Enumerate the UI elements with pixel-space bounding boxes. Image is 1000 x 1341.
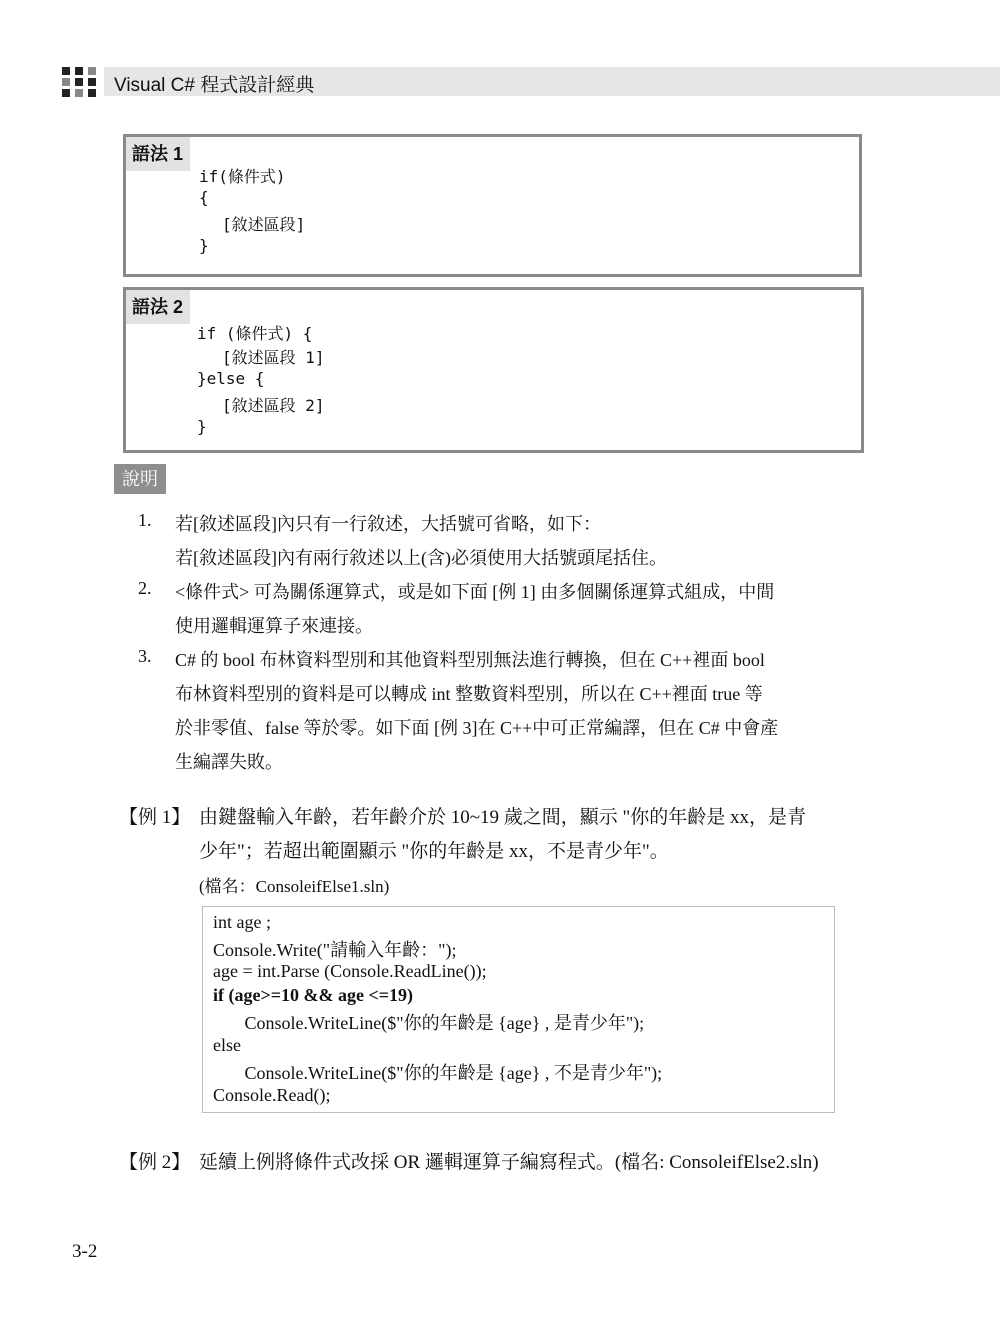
note-line: 若[敘述區段]內只有一行敘述，大括號可省略，如下：: [175, 514, 601, 534]
note-badge: 說明: [114, 464, 166, 494]
code-line: int age ;: [213, 912, 271, 932]
note-line: 若[敘述區段]內有兩行敘述以上(含)必須使用大括號頭尾括住。: [175, 548, 667, 568]
syntax2-line: [敘述區段 1]: [222, 348, 325, 367]
syntax-box-2: [123, 287, 864, 453]
example-1-code-box: [202, 906, 835, 1113]
example-2-text: 延續上例將條件式改採 OR 邏輯運算子編寫程式。(檔名: ConsoleifElse2.sln): [199, 1152, 819, 1173]
note-line: 使用邏輯運算子來連接。: [175, 616, 373, 636]
syntax1-line: {: [199, 188, 209, 207]
syntax2-line: if (條件式) {: [197, 324, 313, 343]
note-line: 於非零值、false 等於零。如下面 [例 3]在 C++中可正常編譯，但在 C# 中會產: [175, 718, 779, 738]
syntax1-line: [敘述區段]: [222, 215, 306, 234]
example-1-line: 由鍵盤輸入年齡，若年齡介於 10~19 歲之間，顯示 "你的年齡是 xx，是青: [199, 807, 807, 828]
code-line: age = int.Parse (Console.ReadLine());: [213, 961, 487, 981]
syntax-label-2: 語法 2: [126, 290, 190, 324]
syntax2-line: [敘述區段 2]: [222, 396, 325, 415]
example-1-label: 【例 1】: [119, 807, 191, 828]
note-line: C# 的 bool 布林資料型別和其他資料型別無法進行轉換，但在 C++裡面 bool: [175, 650, 765, 670]
syntax2-line: }: [197, 417, 207, 436]
list-number: 2.: [138, 578, 152, 598]
syntax1-line: if(條件式): [199, 167, 286, 186]
code-line: Console.WriteLine($"你的年齡是 {age} , 不是青少年");: [213, 1063, 663, 1083]
example-1-line: 少年"；若超出範圍顯示 "你的年齡是 xx，不是青少年"。: [199, 841, 669, 862]
grid-icon: [62, 67, 96, 97]
syntax2-line: }else {: [197, 369, 265, 388]
note-line: 布林資料型別的資料是可以轉成 int 整數資料型別，所以在 C++裡面 true 等: [175, 684, 763, 704]
note-line: <條件式> 可為關係運算式，或是如下面 [例 1] 由多個關係運算式組成，中間: [175, 582, 775, 602]
syntax-label-1: 語法 1: [126, 137, 190, 171]
list-number: 3.: [138, 646, 152, 666]
example-2-label: 【例 2】: [119, 1152, 191, 1173]
syntax1-line: }: [199, 236, 209, 255]
page-number: 3-2: [72, 1241, 98, 1262]
note-line: 生編譯失敗。: [175, 752, 283, 772]
code-line: if (age>=10 && age <=19): [213, 985, 413, 1005]
example-1-filename: (檔名：ConsoleifElse1.sln): [199, 877, 390, 896]
code-line: else: [213, 1035, 241, 1055]
syntax-box-1: [123, 134, 862, 277]
code-line: Console.Write("請輸入年齡：");: [213, 940, 457, 960]
book-title: Visual C# 程式設計經典: [114, 75, 315, 96]
list-number: 1.: [138, 510, 152, 530]
code-line: Console.WriteLine($"你的年齡是 {age} , 是青少年");: [213, 1013, 645, 1033]
code-line: Console.Read();: [213, 1085, 331, 1105]
